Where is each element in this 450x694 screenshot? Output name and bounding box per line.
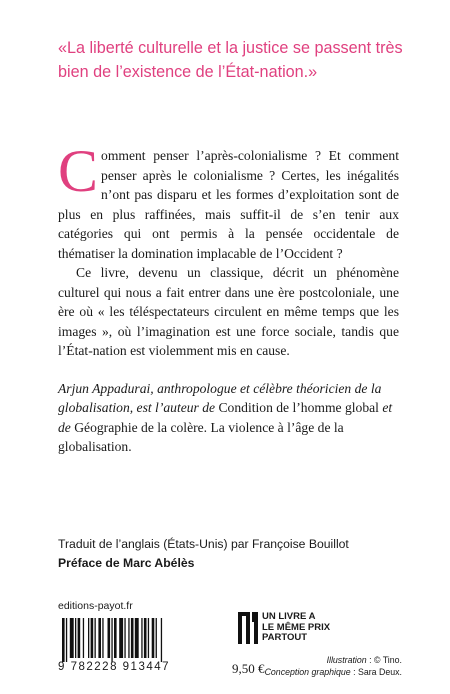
- bio-end: .: [128, 439, 132, 454]
- preface-credit: Préface de Marc Abélès: [58, 556, 195, 570]
- paragraph-1-text: omment penser l’après-colonialisme ? Et comment penser après le colonialisme ? Certes, les inégalités n’ont pas disparu et les formes d’exploitation sont de plus en plus raffinées, mais suffit-il de s’en tenir aux catégories qui ont permis à la pensée occidentale de thématiser la domination implacable de l’Occident ?: [58, 148, 399, 261]
- pull-quote: «La liberté culturelle et la justice se passent très bien de l’existence de l’État-nation.»: [58, 39, 403, 81]
- credits: [58, 535, 349, 573]
- illustration-credit: [265, 654, 402, 666]
- image-credits: [265, 654, 402, 678]
- logo-line-1: UN LIVRE A: [262, 611, 316, 622]
- bio-intro: Arjun Appadurai, anthropologue et célèbre théoricien de la globalisation, est l’auteur de: [58, 380, 382, 415]
- design-label: Conception graphique: [264, 667, 351, 677]
- logo-line-2: LE MÊME PRIX: [262, 621, 331, 633]
- translation-credit: Traduit de l’anglais (États-Unis) par Françoise Bouillot: [58, 537, 349, 551]
- book-title-2: Géographie de la colère. La violence à l’âge de la globalisation: [58, 419, 344, 454]
- isbn-number: 9 782228 913447: [58, 661, 171, 673]
- design-value: : Sara Deux.: [350, 667, 402, 677]
- book-title-1: Condition de l’homme global: [218, 400, 379, 415]
- design-credit: [265, 666, 402, 678]
- author-bio: [58, 379, 399, 457]
- drop-cap: C: [58, 138, 99, 204]
- back-cover-text: [58, 138, 399, 457]
- paragraph-1: [58, 138, 399, 263]
- same-price-logo-text: [262, 612, 330, 644]
- illustration-label: Illustration: [326, 655, 367, 665]
- bio-connector: et de: [58, 400, 393, 435]
- paragraph-2: Ce livre, devenu un classique, décrit un phénomène culturel qui nous a fait entrer dans une ère postcoloniale, une ère où « les téléspectateurs circulent en même temps que les images », où l’imagination est une force sociale, tandis que l’État-nation est violemment mis en cause.: [58, 265, 399, 358]
- publisher-website: editions-payot.fr: [58, 600, 133, 612]
- price: 9,50 €: [232, 661, 265, 676]
- illustration-value: : © Tino.: [366, 655, 402, 665]
- logo-line-3: PARTOUT: [262, 632, 308, 643]
